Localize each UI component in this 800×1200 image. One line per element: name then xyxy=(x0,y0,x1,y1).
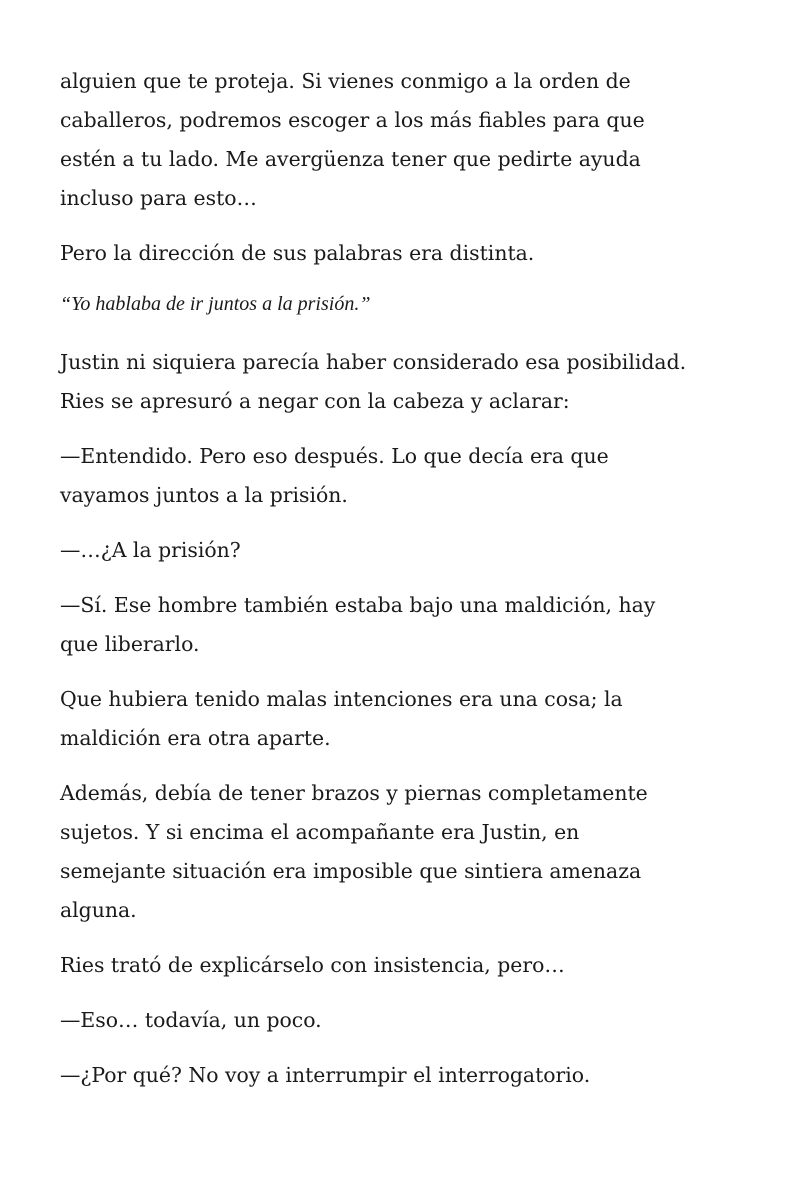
paragraph: Justin ni siquiera parecía haber considerado esa posibilidad. Ries se apresuró a negar con la cabeza y aclarar: xyxy=(60,350,687,413)
paragraph: Ries trató de explicárselo con insistencia, pero… xyxy=(60,953,565,977)
italic-thought: “Yo hablaba de ir juntos a la prisión.” xyxy=(60,293,371,315)
book-page-text xyxy=(60,62,750,1111)
paragraph: Además, debía de tener brazos y piernas completamente sujetos. Y si encima el acompañante era Justin, en semejante situación era imposible que sintiera amenaza alguna. xyxy=(60,781,648,922)
dialogue-line: —…¿A la prisión? xyxy=(60,538,241,562)
dialogue-line: —Sí. Ese hombre también estaba bajo una maldición, hay que liberarlo. xyxy=(60,593,656,656)
dialogue-line: —Entendido. Pero eso después. Lo que decía era que vayamos juntos a la prisión. xyxy=(60,444,609,507)
paragraph: alguien que te proteja. Si vienes conmigo a la orden de caballeros, podremos escoger a los más fiables para que estén a tu lado. Me avergüenza tener que pedirte ayuda incluso para esto… xyxy=(60,69,645,210)
dialogue-line: —¿Por qué? No voy a interrumpir el interrogatorio. xyxy=(60,1063,591,1087)
dialogue-line: —Eso… todavía, un poco. xyxy=(60,1008,322,1032)
paragraph: Que hubiera tenido malas intenciones era una cosa; la maldición era otra aparte. xyxy=(60,687,623,750)
paragraph: Pero la dirección de sus palabras era distinta. xyxy=(60,241,535,265)
